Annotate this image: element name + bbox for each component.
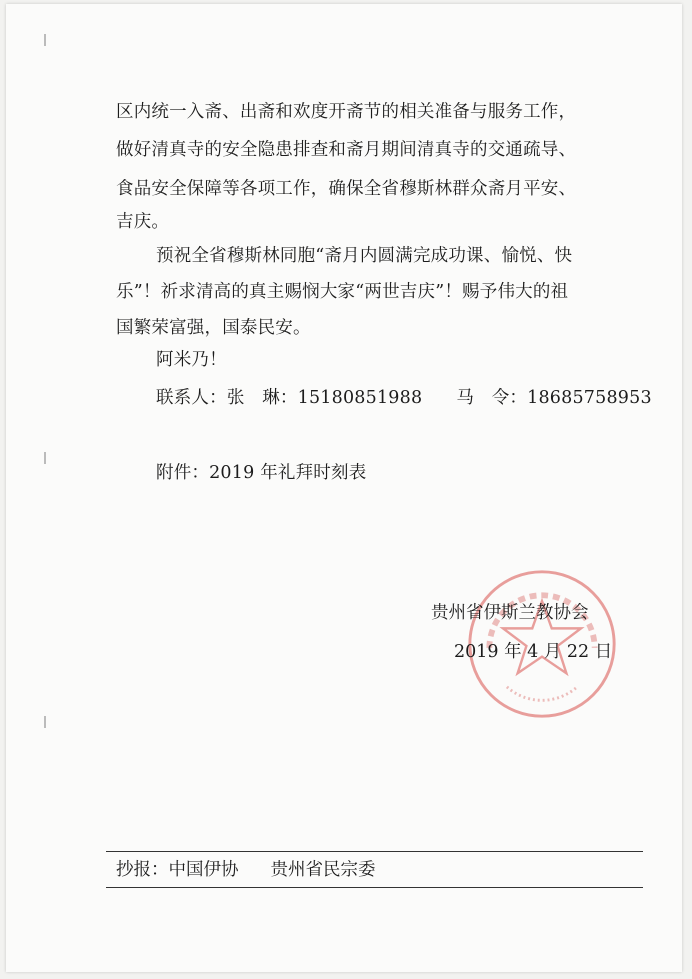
binding-mark [44, 716, 46, 728]
contact-person1-name: 张 琳： [226, 388, 298, 408]
body-line: 做好清真寺的安全隐患排查和斋月期间清真寺的交通疏导、 [116, 140, 577, 160]
contact-person2-phone: 18685758953 [527, 388, 652, 408]
signature-organization: 贵州省伊斯兰教协会 [431, 603, 589, 623]
document-page [6, 4, 682, 972]
signature-date: 2019 年 4 月 22 日 [454, 642, 613, 662]
cc-line [116, 859, 376, 881]
body-line: 国繁荣富强，国泰民安。 [116, 318, 311, 338]
cc-label: 抄报： [116, 860, 169, 880]
body-line: 乐”！祈求清高的真主赐悯大家“两世吉庆”！赐予伟大的祖 [116, 282, 569, 302]
contact-person2-name: 马 令： [456, 388, 528, 408]
closing-line: 阿米乃！ [156, 350, 227, 370]
contact-person1-phone: 15180851988 [297, 388, 423, 408]
body-line: 预祝全省穆斯林同胞“斋月内圆满完成功课、愉悦、快 [156, 246, 573, 266]
body-line: 区内统一入斋、出斋和欢度开斋节的相关准备与服务工作， [116, 102, 577, 122]
contact-label: 联系人： [156, 388, 227, 408]
cc-bottom-rule [106, 887, 643, 888]
body-line: 食品安全保障等各项工作，确保全省穆斯林群众斋月平安、 [116, 179, 577, 199]
contact-line [156, 387, 652, 409]
binding-mark [44, 452, 46, 464]
binding-mark [44, 34, 46, 46]
cc-recipient: 中国伊协 [168, 860, 239, 880]
body-line: 吉庆。 [116, 212, 170, 232]
cc-top-rule [106, 851, 643, 852]
cc-recipient: 贵州省民宗委 [270, 860, 376, 880]
attachment-line: 附件：2019 年礼拜时刻表 [156, 463, 367, 483]
